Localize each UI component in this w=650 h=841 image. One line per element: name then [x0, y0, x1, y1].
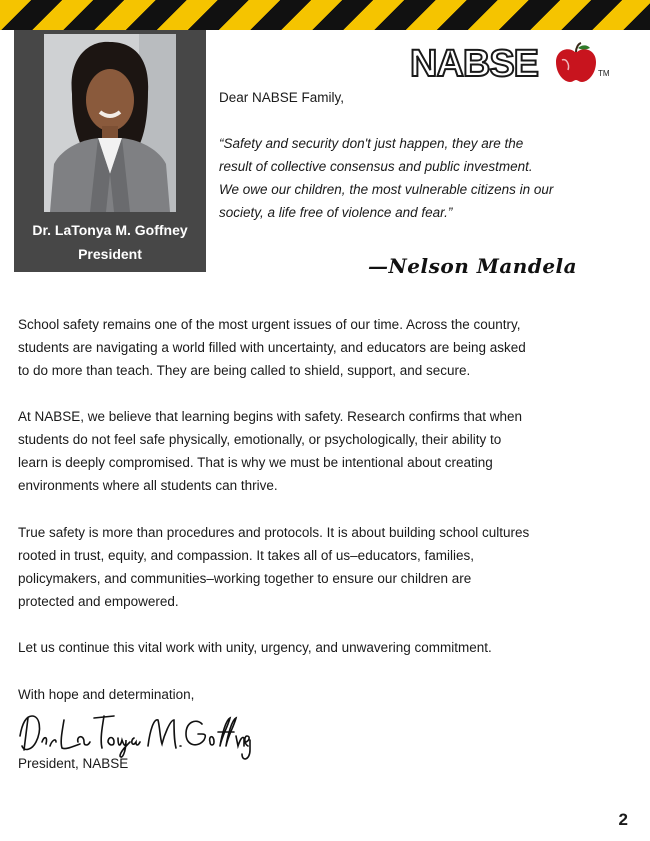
paragraph-line: Let us continue this vital work with unity, urgency, and unwavering commitment. [18, 640, 492, 655]
quote-line: result of collective consensus and public investment. [219, 159, 533, 174]
salutation: Dear NABSE Family, [219, 90, 345, 105]
paragraph-line: rooted in trust, equity, and compassion. It takes all of us–educators, families, [18, 548, 474, 563]
paragraph-2 [18, 405, 522, 497]
quote-line: “Safety and security don't just happen, they are the [219, 136, 524, 151]
paragraph-line: learn is deeply compromised. That is why we must be intentional about creating [18, 455, 493, 470]
nabse-logo [410, 42, 620, 86]
portrait-photo-icon [44, 34, 176, 212]
quote-attribution: —Nelson Mandela [368, 254, 578, 278]
paragraph-line: students are navigating a world filled with uncertainty, and educators are being asked [18, 340, 526, 355]
paragraph-line: policymakers, and communities–working together to ensure our children are [18, 571, 472, 586]
paragraph-1 [18, 313, 526, 382]
president-name: Dr. LaTonya M. Goffney [32, 222, 188, 238]
apple-icon [556, 43, 596, 82]
president-title: President [78, 246, 142, 262]
paragraph-line: At NABSE, we believe that learning begins with safety. Research confirms that when [18, 409, 523, 424]
trademark-mark: TM [598, 69, 610, 78]
hazard-stripe-banner [0, 0, 650, 30]
closing: With hope and determination, [18, 687, 195, 702]
logo-wordmark: NABSE [410, 43, 539, 85]
paragraph-line: protected and empowered. [18, 594, 179, 609]
quote-line: society, a life free of violence and fear.” [219, 205, 453, 220]
paragraph-line: True safety is more than procedures and protocols. It is about building school cultures [18, 525, 530, 540]
president-card [14, 30, 206, 272]
paragraph-line: to do more than teach. They are being called to shield, support, and secure. [18, 363, 471, 378]
mandela-quote [219, 132, 553, 224]
page-number: 2 [618, 810, 628, 829]
paragraph-4 [18, 636, 492, 659]
paragraph-3 [18, 521, 529, 613]
signer-title: President, NABSE [18, 756, 129, 771]
quote-line: We owe our children, the most vulnerable citizens in our [219, 182, 554, 197]
paragraph-line: School safety remains one of the most urgent issues of our time. Across the country, [18, 317, 521, 332]
paragraph-line: students do not feel safe physically, emotionally, or psychologically, their ability to [18, 432, 502, 447]
paragraph-line: environments where all students can thrive. [18, 478, 278, 493]
